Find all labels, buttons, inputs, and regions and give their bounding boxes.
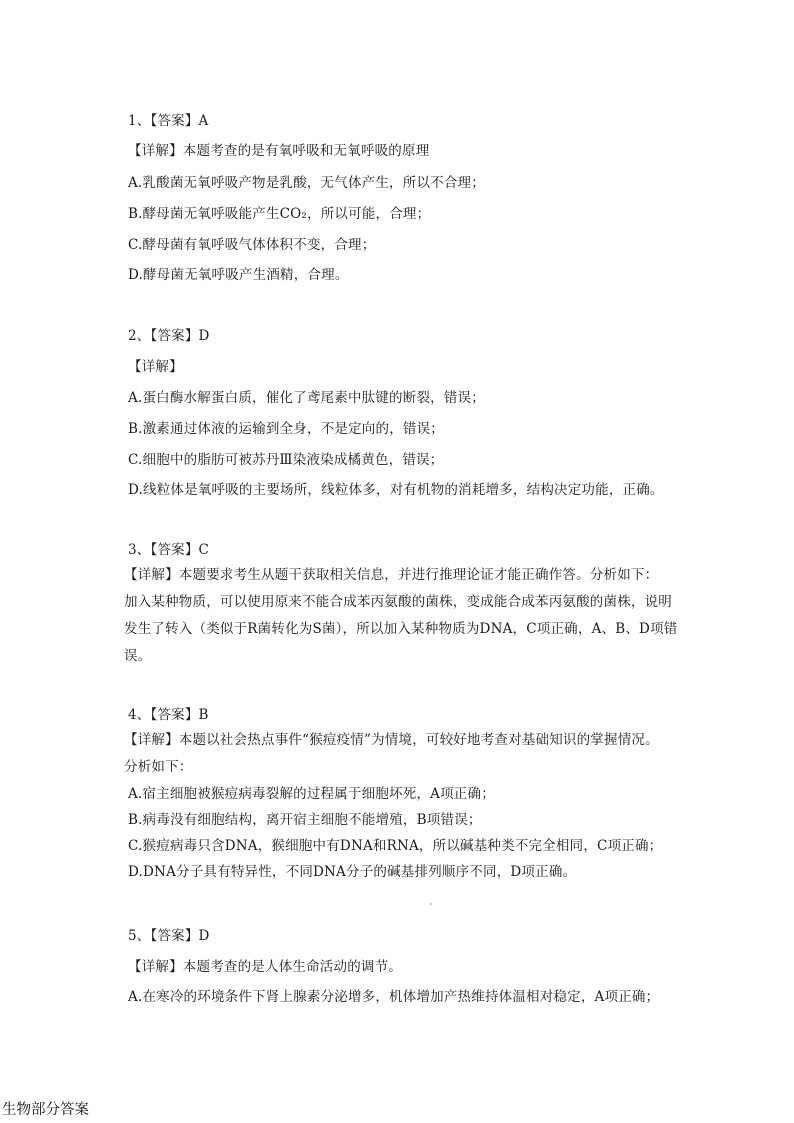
question-4-header: 4、【答案】B	[128, 707, 209, 723]
question-1-line-4: C.酵母菌有氧呼吸气体体积不变，合理；	[128, 237, 376, 253]
question-3-line-4: 误。	[124, 648, 152, 664]
question-2-header: 2、【答案】D	[128, 328, 210, 344]
question-2-line-1: 【详解】	[128, 359, 183, 375]
page-footer: 生物部分答案	[2, 1102, 89, 1118]
question-5-header: 5、【答案】D	[128, 928, 210, 944]
question-5-line-2: A.在寒冷的环境条件下肾上腺素分泌增多，机体增加产热维持体温相对稳定，A项正确；	[128, 989, 660, 1005]
question-4-line-2: 分析如下：	[124, 759, 193, 775]
question-4-line-4: B.病毒没有细胞结构，离开宿主细胞不能增殖，B项错误；	[128, 812, 482, 828]
question-2-line-5: D.线粒体是氧呼吸的主要场所，线粒体多，对有机物的消耗增多，结构决定功能，正确。	[128, 482, 664, 498]
question-2-line-4: C.细胞中的脂肪可被苏丹Ⅲ染液染成橘黄色，错误；	[128, 452, 444, 468]
question-2-line-3: B.激素通过体液的运输到全身，不是定向的，错误；	[128, 421, 445, 437]
question-4-line-3: A.宿主细胞被猴痘病毒裂解的过程属于细胞坏死，A项正确；	[128, 786, 495, 802]
question-3-line-1: 【详解】本题要求考生从题干获取相关信息，并进行推理论证才能正确作答。分析如下：	[124, 567, 659, 583]
question-1-header: 1、【答案】A	[128, 113, 209, 129]
question-1-line-2: A.乳酸菌无氧呼吸产物是乳酸，无气体产生，所以不合理；	[128, 175, 485, 191]
question-5-line-1: 【详解】本题考查的是人体生命活动的调节。	[128, 959, 402, 975]
question-1-line-3: B.酵母菌无氧呼吸能产生CO₂，所以可能，合理；	[128, 206, 431, 222]
question-3-line-3: 发生了转入（类似于R菌转化为S菌），所以加入某种物质为DNA，C项正确，A、B、D项错	[124, 621, 678, 637]
question-4-line-5: C.猴痘病毒只含DNA，猴细胞中有DNA和RNA，所以碱基种类不完全相同，C项正确；	[128, 838, 663, 854]
question-3-line-2: 加入某种物质，可以使用原来不能合成苯丙氨酸的菌株，变成能合成苯丙氨酸的菌株，说明	[124, 594, 672, 610]
question-1-line-1: 【详解】本题考查的是有氧呼吸和无氧呼吸的原理	[128, 143, 430, 159]
question-1-line-5: D.酵母菌无氧呼吸产生酒精，合理。	[128, 267, 349, 283]
question-2-line-2: A.蛋白酶水解蛋白质，催化了鸢尾素中肽键的断裂，错误；	[128, 390, 485, 406]
question-4-line-6: D.DNA分子具有特异性，不同DNA分子的碱基排列顺序不同，D项正确。	[128, 864, 577, 880]
question-3-header: 3、【答案】C	[128, 542, 210, 558]
question-4-line-1: 【详解】本题以社会热点事件“猴痘疫情”为情境，可较好地考查对基础知识的掌握情况。	[124, 732, 659, 748]
scan-speck	[430, 903, 432, 905]
